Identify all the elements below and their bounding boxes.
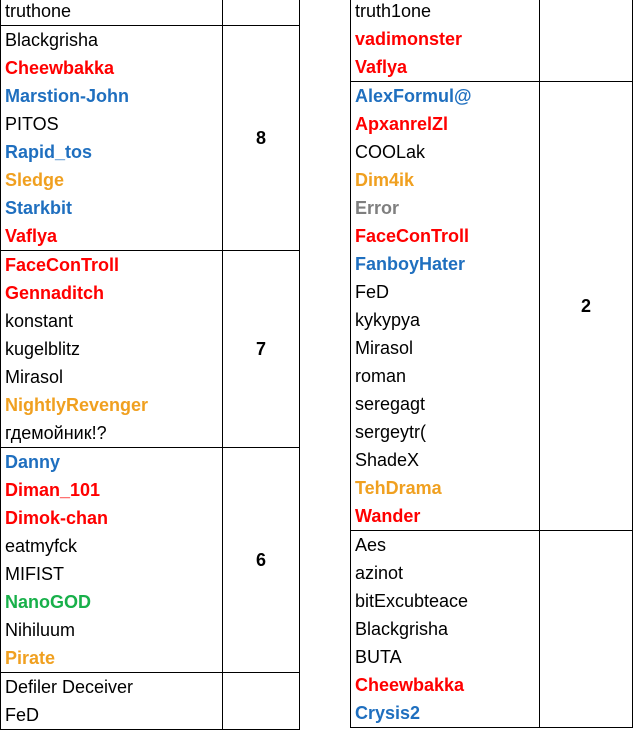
player-name: Wander xyxy=(355,506,421,526)
player-list-cell xyxy=(351,82,540,531)
player-name: seregagt xyxy=(355,394,426,414)
score-group-row xyxy=(351,0,633,82)
player-name: Danny xyxy=(5,452,61,472)
player-name: Error xyxy=(355,198,400,218)
player-name: Starkbit xyxy=(5,198,73,218)
player-name: FanboyHater xyxy=(355,254,466,274)
player-name: Blackgrisha xyxy=(5,30,99,50)
player-name: ShadeX xyxy=(355,450,420,470)
player-name: Defiler Deceiver xyxy=(5,677,134,697)
player-list-cell xyxy=(1,26,223,251)
score-cell xyxy=(540,0,633,82)
player-name: Vaflya xyxy=(355,57,408,77)
left-score-table xyxy=(0,0,300,730)
player-name: Pirate xyxy=(5,648,56,668)
player-name: AlexFormul@ xyxy=(355,86,472,106)
player-name: Dim4ik xyxy=(355,170,415,190)
player-name: Rapid_tos xyxy=(5,142,93,162)
player-name: FaceConTroll xyxy=(355,226,470,246)
score-group-row xyxy=(1,673,300,730)
player-name: Marstion-John xyxy=(5,86,129,106)
player-name: ApxanrelZl xyxy=(355,114,449,134)
player-name: Mirasol xyxy=(355,338,414,358)
score-group-row xyxy=(351,531,633,728)
score-group-row xyxy=(1,448,300,673)
player-name: Crysis2 xyxy=(355,703,421,723)
left-table-body xyxy=(1,0,300,730)
player-list-cell xyxy=(351,0,540,82)
player-name: truth1one xyxy=(355,1,432,21)
player-name: гдемойник!? xyxy=(5,423,107,443)
player-name: FeD xyxy=(355,282,390,302)
score-cell: 7 xyxy=(223,251,300,448)
player-name: PITOS xyxy=(5,114,59,134)
player-name: BUTA xyxy=(355,647,402,667)
player-name: Nihiluum xyxy=(5,620,76,640)
player-list-cell xyxy=(1,0,223,26)
player-name: Gennaditch xyxy=(5,283,105,303)
player-name: FaceConTroll xyxy=(5,255,120,275)
player-list-cell xyxy=(1,673,223,730)
player-name: Cheewbakka xyxy=(355,675,465,695)
player-name: Aes xyxy=(355,535,387,555)
player-name: MIFIST xyxy=(5,564,64,584)
player-name: sergeytr( xyxy=(355,422,427,442)
player-name: Diman_101 xyxy=(5,480,101,500)
score-cell xyxy=(223,0,300,26)
score-group-row xyxy=(351,82,633,531)
right-score-table xyxy=(350,0,633,728)
player-name: Mirasol xyxy=(5,367,64,387)
score-group-row xyxy=(1,251,300,448)
player-name: kykypya xyxy=(355,310,421,330)
score-group-row xyxy=(1,0,300,26)
player-name: Dimok-chan xyxy=(5,508,109,528)
player-name: azinot xyxy=(355,563,404,583)
player-name: Vaflya xyxy=(5,226,58,246)
score-cell: 6 xyxy=(223,448,300,673)
player-name: eatmyfck xyxy=(5,536,78,556)
player-name: truthone xyxy=(5,1,72,21)
score-group-row xyxy=(1,26,300,251)
player-name: vadimonster xyxy=(355,29,463,49)
score-cell xyxy=(223,673,300,730)
player-name: Sledge xyxy=(5,170,65,190)
player-name: kugelblitz xyxy=(5,339,81,359)
player-name: TehDrama xyxy=(355,478,442,498)
player-list-cell xyxy=(1,251,223,448)
player-name: Cheewbakka xyxy=(5,58,115,78)
score-cell: 8 xyxy=(223,26,300,251)
score-cell: 2 xyxy=(540,82,633,531)
player-list-cell xyxy=(351,531,540,728)
score-cell xyxy=(540,531,633,728)
player-list-cell xyxy=(1,448,223,673)
player-name: konstant xyxy=(5,311,74,331)
right-table-body xyxy=(351,0,633,728)
player-name: COOLak xyxy=(355,142,426,162)
player-name: NanoGOD xyxy=(5,592,92,612)
player-name: Blackgrisha xyxy=(355,619,449,639)
player-name: NightlyRevenger xyxy=(5,395,149,415)
player-name: FeD xyxy=(5,705,40,725)
player-name: roman xyxy=(355,366,407,386)
player-name: bitExcubteace xyxy=(355,591,469,611)
